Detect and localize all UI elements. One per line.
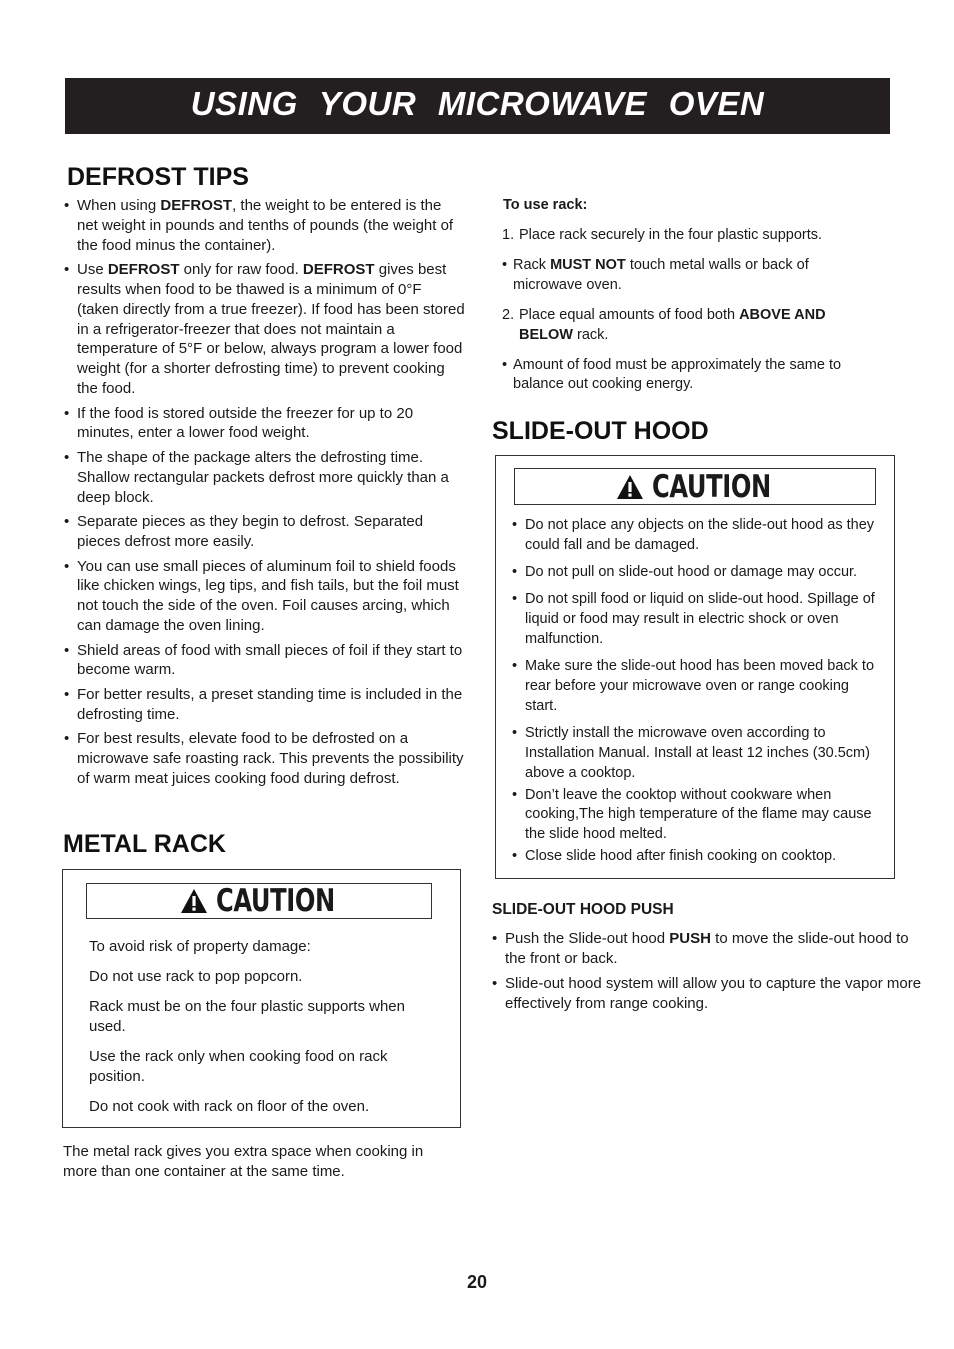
list-item <box>502 226 872 246</box>
text-run: only for raw food. <box>179 261 303 279</box>
text-run: Make sure the slide-out hood has been moved back to rear before your microwave oven or range cooking start. <box>525 658 875 714</box>
text-run: Slide-out hood system will allow you to capture the vapor more effectively from range cooking. <box>505 975 922 1012</box>
text-run: Amount of food must be approximately the same to balance out cooking energy. <box>513 356 842 393</box>
text-run: Separate pieces as they begin to defrost. Separated pieces defrost more easily. <box>77 513 424 550</box>
list-item <box>512 563 884 583</box>
slide-out-hood-heading: SLIDE-OUT HOOD <box>492 417 709 445</box>
list-item <box>64 729 466 788</box>
bullet-marker: • <box>512 725 518 742</box>
bullet-marker: • <box>512 786 518 803</box>
emphasis-text: DEFROST <box>107 261 180 279</box>
caution-banner <box>86 883 432 919</box>
bullet-marker: • <box>64 557 70 575</box>
list-item <box>512 847 884 867</box>
bullet-marker: • <box>512 517 518 533</box>
page-number: 20 <box>466 1272 488 1292</box>
text-run: The shape of the package alters the defrosting time. Shallow rectangular packets defrost more quickly than a deep block. <box>77 448 449 506</box>
page-title: USING YOUR MICROWAVE OVEN <box>190 85 765 122</box>
bullet-marker: • <box>512 591 518 608</box>
caution-line: Do not cook with rack on floor of the oven. <box>89 1097 370 1115</box>
text-run: gives best results when food to be thawed is a minimum of 0°F (taken directly from a true freezer). If food has been stored in a refrigerator-freezer that does not maintain a temperature of 5°F or below, always program a lower food weight (for a shorter defrosting time) to prevent cooking the food. <box>77 261 465 397</box>
metal-rack-caution-box <box>62 869 461 1128</box>
bullet-marker: • <box>512 658 518 675</box>
text-run: Do not pull on slide-out hood or damage may occur. <box>525 564 858 581</box>
slide-out-caution-list <box>512 516 884 869</box>
list-item <box>502 356 872 396</box>
bullet-marker: • <box>64 448 70 466</box>
list-item <box>64 685 466 725</box>
text-run: Don’t leave the cooktop without cookware when cooking,The high temperature of the flame may cause the slide hood melted. <box>525 786 872 843</box>
list-item <box>64 404 466 444</box>
text-run: If the food is stored outside the freezer for up to 20 minutes, enter a lower food weight. <box>77 404 414 442</box>
defrost-tips-heading: DEFROST TIPS <box>67 163 249 191</box>
list-item <box>64 641 466 681</box>
bullet-marker: • <box>502 256 508 273</box>
use-rack-heading: To use rack: <box>503 197 588 213</box>
list-item <box>512 786 884 845</box>
text-run: to move the slide-out hood to the front or back. <box>505 930 909 967</box>
bullet-marker: • <box>64 685 70 703</box>
defrost-tips-list <box>64 196 466 793</box>
text-run: Close slide hood after finish cooking on cooktop. <box>525 847 837 864</box>
bullet-marker: • <box>502 356 508 373</box>
text-run: You can use small pieces of aluminum foil to shield foods like chicken wings, leg tips, and fish tails, but the foil must not touch the side of the oven. Foil causes arcing, which can damage the oven lining. <box>77 557 459 634</box>
caution-label: CAUTION <box>215 883 335 919</box>
bullet-marker: • <box>64 404 70 422</box>
list-item <box>502 256 872 296</box>
bullet-marker: • <box>492 930 498 947</box>
emphasis-text: DEFROST <box>302 261 375 279</box>
text-run: Shield areas of food with small pieces of foil if they start to become warm. <box>77 641 463 679</box>
caution-banner <box>514 468 876 505</box>
text-run: Strictly install the microwave oven according to Installation Manual. Install at least 12 inches (30.5cm) above a cooktop. <box>525 725 870 781</box>
bullet-marker: • <box>512 564 518 581</box>
text-run: When using <box>77 197 161 214</box>
text-run: Do not place any objects on the slide-out hood as they could fall and be damaged. <box>525 517 875 553</box>
warning-triangle-icon <box>180 888 208 914</box>
list-item <box>492 974 932 1014</box>
list-item <box>512 724 884 783</box>
text-run: touch metal walls or back of microwave oven. <box>513 256 809 293</box>
bullet-marker: • <box>492 975 498 993</box>
text-run: For better results, a preset standing time is included in the defrosting time. <box>77 685 463 723</box>
emphasis-text: MUST NOT <box>550 256 626 273</box>
bullet-marker: 1. <box>502 227 515 243</box>
slide-out-caution-box <box>495 455 895 879</box>
slide-out-push-list <box>492 929 932 1019</box>
metal-rack-note: The metal rack gives you extra space when cooking in more than one container at the same time. <box>63 1143 424 1180</box>
list-item <box>512 657 884 716</box>
bullet-marker: • <box>512 847 518 864</box>
text-run: Push the Slide-out hood <box>505 930 670 947</box>
text-run: Use <box>77 261 108 279</box>
use-rack-list <box>502 226 872 405</box>
caution-line: To avoid risk of property damage: <box>89 938 311 955</box>
list-item <box>64 557 466 636</box>
metal-rack-heading: METAL RACK <box>63 830 226 858</box>
caution-line: Use the rack only when cooking food on rack position. <box>89 1047 388 1085</box>
text-run: For best results, elevate food to be defrosted on a microwave safe roasting rack. This prevents the possibility of warm meat juices cooking food during defrost. <box>77 730 464 787</box>
text-run: rack. <box>572 326 609 343</box>
bullet-marker: • <box>64 261 70 279</box>
header-banner <box>65 78 890 134</box>
bullet-marker: • <box>64 513 70 531</box>
metal-rack-caution-text <box>89 937 439 1127</box>
bullet-marker: • <box>64 730 70 748</box>
list-item <box>64 448 466 507</box>
list-item <box>512 590 884 649</box>
bullet-marker: • <box>64 641 70 659</box>
slide-out-push-heading: SLIDE-OUT HOOD PUSH <box>492 901 674 918</box>
list-item <box>64 512 466 552</box>
text-run: Place equal amounts of food both <box>519 306 740 323</box>
bullet-marker: 2. <box>502 306 515 323</box>
list-item <box>502 306 872 346</box>
list-item <box>512 516 884 556</box>
emphasis-text: DEFROST <box>160 197 233 214</box>
text-run: Rack <box>513 256 551 273</box>
warning-triangle-icon <box>616 474 644 500</box>
emphasis-text: ABOVE AND BELOW <box>519 306 826 343</box>
list-item <box>64 260 466 399</box>
caution-line: Do not use rack to pop popcorn. <box>89 967 303 985</box>
caution-line: Rack must be on the four plastic supports when used. <box>89 997 405 1035</box>
list-item <box>64 196 466 255</box>
bullet-marker: • <box>64 197 70 214</box>
emphasis-text: PUSH <box>669 930 711 947</box>
text-run: , the weight to be entered is the net weight in pounds and tenths of pounds (the weight of the food minus the container). <box>77 197 454 254</box>
list-item <box>492 929 932 969</box>
text-run: Do not spill food or liquid on slide-out hood. Spillage of liquid or food may result in electric shock or oven malfunction. <box>525 591 875 647</box>
caution-label: CAUTION <box>651 468 771 505</box>
text-run: Place rack securely in the four plastic supports. <box>519 227 823 243</box>
